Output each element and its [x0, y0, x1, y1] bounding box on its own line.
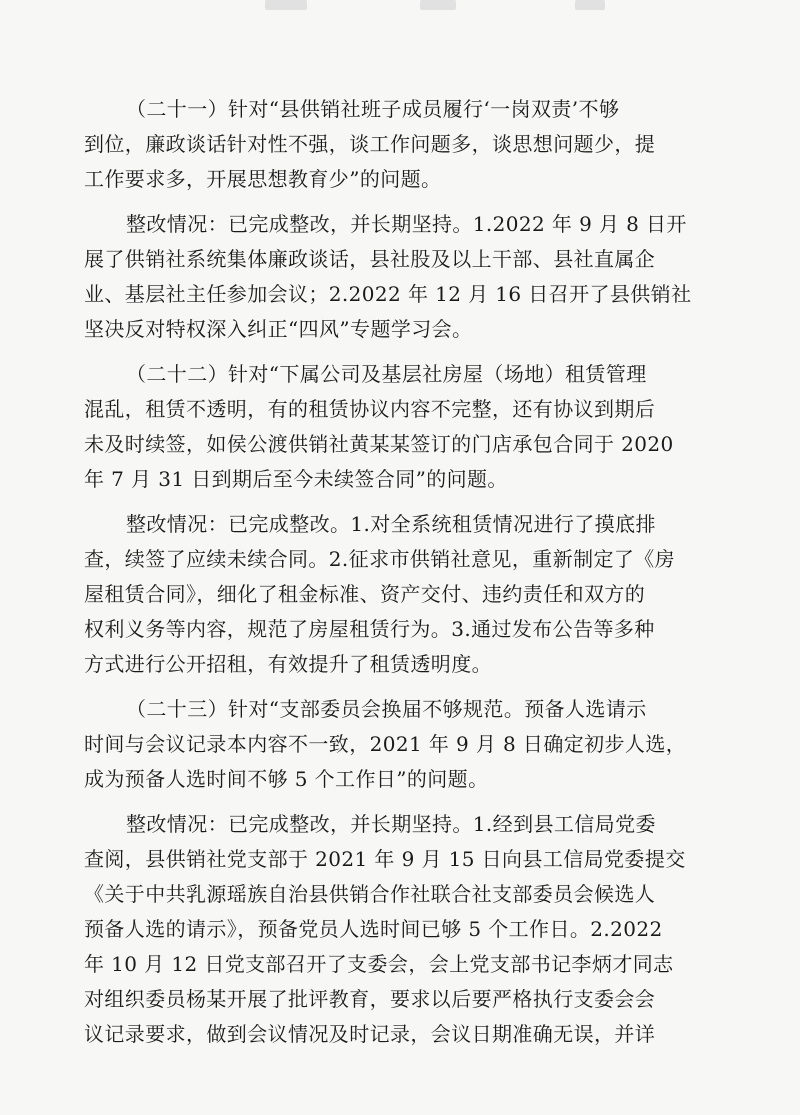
text-line: 混乱，租赁不透明，有的租赁协议内容不完整，还有协议到期后: [84, 397, 656, 421]
paragraph-p3: [84, 357, 724, 497]
text-line: 年 7 月 31 日到期后至今未续签合同”的问题。: [84, 467, 508, 491]
text-line: 年 10 月 12 日党支部召开了支委会，会上党支部书记李炳才同志: [84, 952, 674, 976]
text-line: 业、基层社主任参加会议；2.2022 年 12 月 16 日召开了县供销社: [84, 282, 692, 306]
text-line: 议记录要求，做到会议情况及时记录，会议日期准确无误，并详: [84, 1022, 656, 1046]
text-line: （二十三）针对“支部委员会换届不够规范。预备人选请示: [126, 697, 647, 721]
paragraph-p1: [84, 92, 724, 197]
text-line: 未及时续签，如侯公渡供销社黄某某签订的门店承包合同于 2020: [84, 432, 674, 456]
text-line: 展了供销社系统集体廉政谈话，县社股及以上干部、县社直属企: [84, 247, 656, 271]
scan-mark: [265, 0, 307, 10]
text-line: 查，续签了应续未续合同。2.征求市供销社意见，重新制定了《房: [84, 547, 676, 571]
paragraph-p6: [84, 807, 724, 1052]
text-line: 整改情况：已完成整改，并长期坚持。1.经到县工信局党委: [126, 812, 656, 836]
text-line: 整改情况：已完成整改，并长期坚持。1.2022 年 9 月 8 日开: [126, 212, 687, 236]
text-line: 整改情况：已完成整改。1.对全系统租赁情况进行了摸底排: [126, 512, 656, 536]
text-line: 预备人选的请示》，预备党员人选时间已够 5 个工作日。2.2022: [84, 917, 663, 941]
text-line: 成为预备人选时间不够 5 个工作日”的问题。: [84, 767, 489, 791]
text-line: 方式进行公开招租，有效提升了租赁透明度。: [84, 652, 492, 676]
paragraph-p4: [84, 507, 724, 682]
document-body: [84, 92, 724, 1062]
text-line: 《关于中共乳源瑶族自治县供销合作社联合社支部委员会候选人: [84, 882, 656, 906]
text-line: 时间与会议记录本内容不一致，2021 年 9 月 8 日确定初步人选，: [84, 732, 687, 756]
text-line: 工作要求多，开展思想教育少”的问题。: [84, 167, 442, 191]
text-line: 坚决反对特权深入纠正“四风”专题学习会。: [84, 317, 473, 341]
scan-mark: [575, 0, 605, 10]
paragraph-p2: [84, 207, 724, 347]
paragraph-p5: [84, 692, 724, 797]
text-line: 对组织委员杨某开展了批评教育，要求以后要严格执行支委会会: [84, 987, 656, 1011]
scan-mark: [420, 0, 456, 10]
text-line: 到位，廉政谈话针对性不强，谈工作问题多，谈思想问题少，提: [84, 132, 656, 156]
text-line: 查阅，县供销社党支部于 2021 年 9 月 15 日向县工信局党委提交: [84, 847, 686, 871]
text-line: （二十二）针对“下属公司及基层社房屋（场地）租赁管理: [126, 362, 647, 386]
text-line: 权利义务等内容，规范了房屋租赁行为。3.通过发布公告等多种: [84, 617, 655, 641]
text-line: （二十一）针对“县供销社班子成员履行‘一岗双责’不够: [126, 97, 620, 121]
text-line: 屋租赁合同》，细化了租金标准、资产交付、违约责任和双方的: [84, 582, 646, 606]
